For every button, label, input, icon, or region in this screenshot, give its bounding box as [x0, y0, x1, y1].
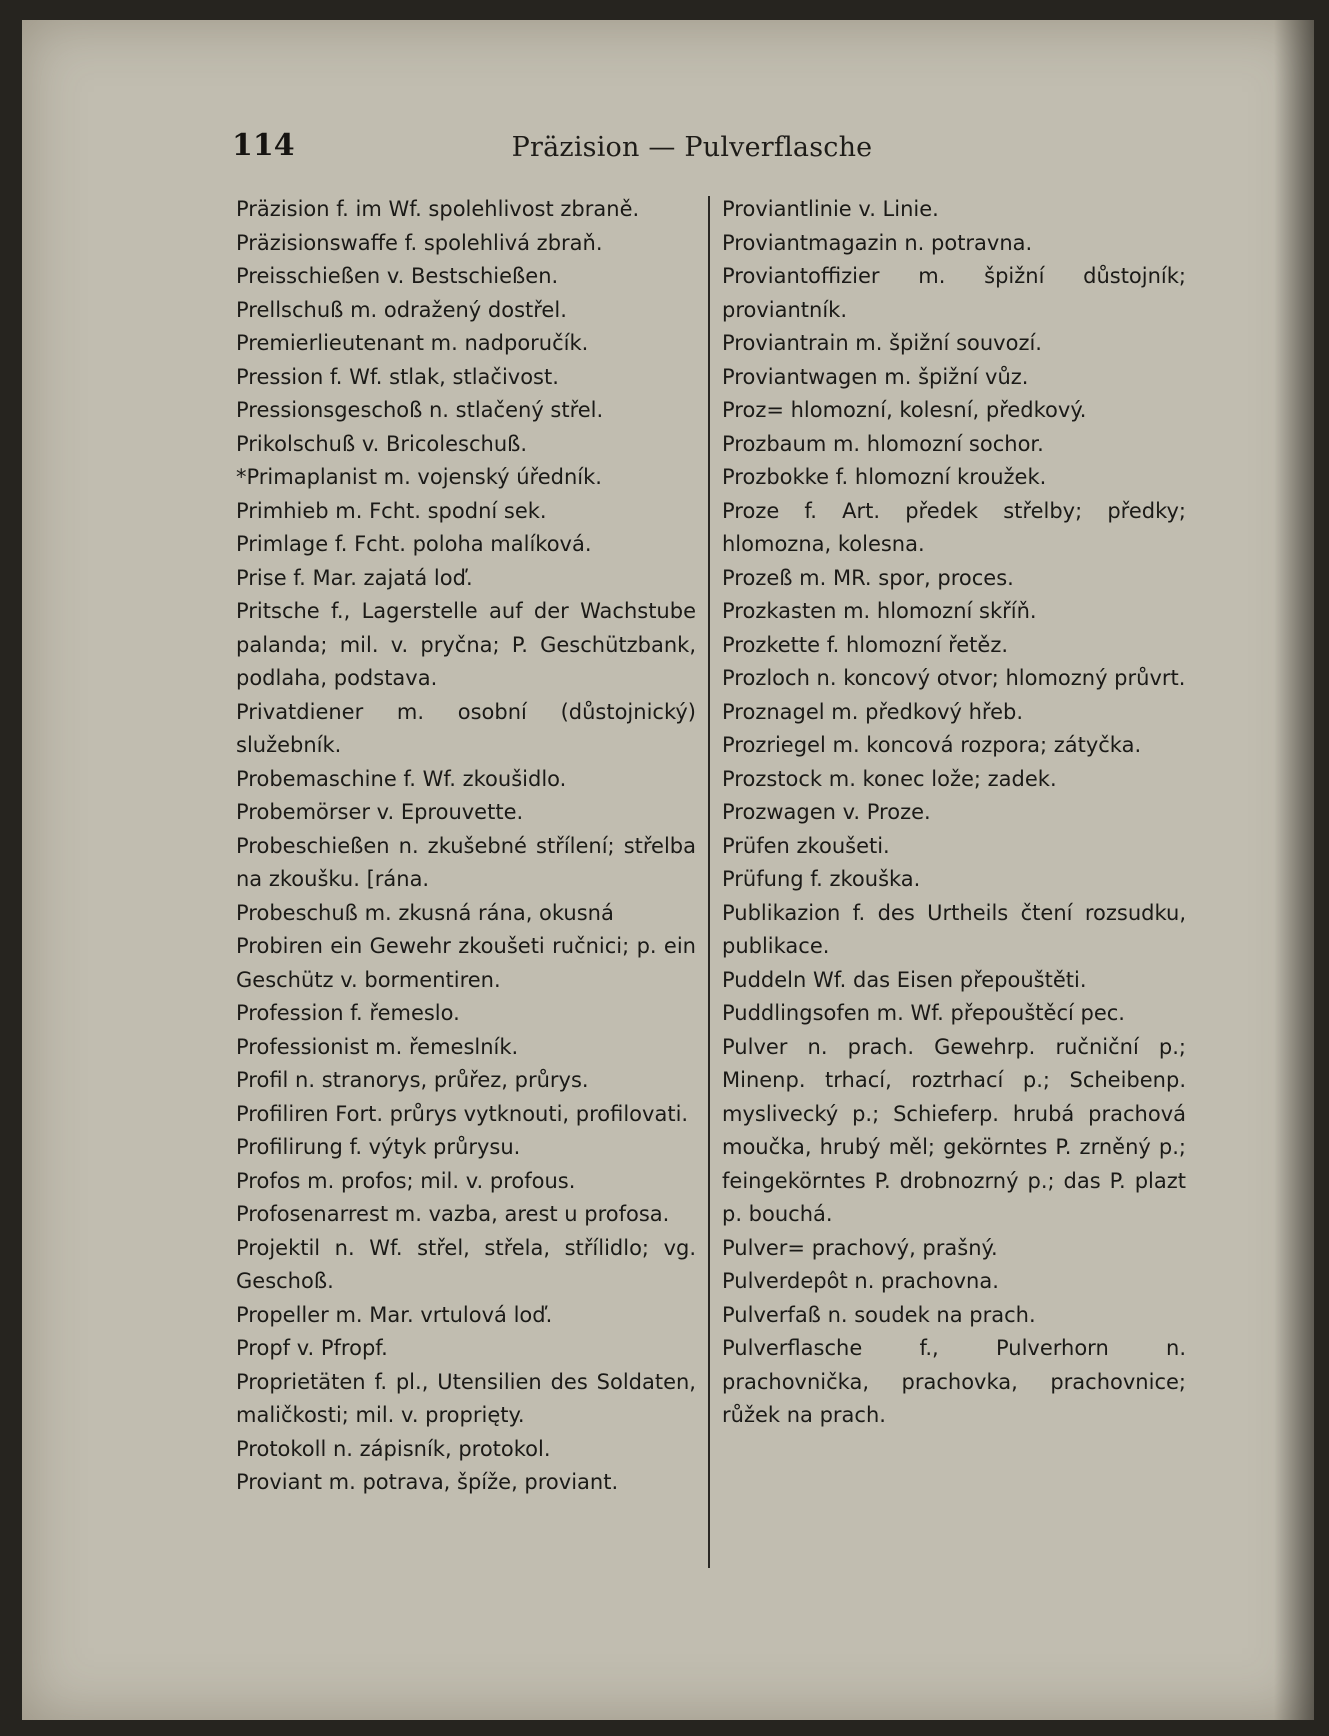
dictionary-entry: Probeschießen n. zkušebné střílení; střelba na zkoušku. [rána.: [236, 833, 696, 891]
dictionary-entry: Puddeln Wf. das Eisen přepouštěti.: [722, 967, 1087, 992]
dictionary-entry: Probeschuß m. zkusná rána, okusná: [236, 900, 614, 925]
dictionary-entry: Privatdiener m. osobní (důstojnický) služebník.: [236, 699, 696, 757]
dictionary-entry: Pritsche f., Lagerstelle auf der Wachstube palanda; mil. v. pryčna; P. Geschützbank, podlaha, podstava.: [236, 599, 696, 690]
dictionary-entry: Prellschuß m. odražený dostřel.: [236, 297, 567, 322]
dictionary-entry: Pulver= prachový, prašný.: [722, 1235, 998, 1260]
dictionary-entry: Prozstock m. konec lože; zadek.: [722, 766, 1057, 791]
dictionary-entry: Prozwagen v. Proze.: [722, 800, 931, 824]
dictionary-entry: Pressionsgeschoß n. stlačený střel.: [236, 398, 604, 422]
running-head: Präzision — Pulverflasche: [511, 132, 873, 163]
dictionary-entry: Pulverfaß n. soudek na prach.: [722, 1302, 1036, 1327]
page-header: [212, 128, 1172, 172]
dictionary-entry: Proznagel m. předkový hřeb.: [722, 699, 1024, 724]
dictionary-entry: Pression f. Wf. stlak, stlačivost.: [236, 364, 559, 389]
dictionary-entry: Preisschießen v. Bestschießen.: [236, 264, 559, 288]
dictionary-entry: Prozbaum m. hlomozní sochor.: [722, 431, 1044, 456]
page-edge-shadow: [1274, 20, 1314, 1720]
dictionary-entry: Proviantrain m. špižní souvozí.: [722, 331, 1042, 355]
dictionary-entry: Premierlieutenant m. nadporučík.: [236, 331, 589, 355]
dictionary-entry: Proprietäten f. pl., Utensilien des Soldaten, maličkosti; mil. v. proprięty.: [236, 1369, 696, 1427]
dictionary-entry: Prozkette f. hlomozní řetěz.: [722, 632, 1009, 657]
dictionary-entry: Präzisionswaffe f. spolehlivá zbraň.: [236, 230, 603, 255]
dictionary-entry: Pulverflasche f., Pulverhorn n. prachovnička, prachovka, prachovnice; růžek na prach.: [722, 1336, 1186, 1427]
dictionary-entry: Profiliren Fort. průrys vytknouti, profilovati.: [236, 1101, 689, 1126]
page-number: 114: [232, 128, 295, 163]
dictionary-entry: Proviant m. potrava, špíže, proviant.: [236, 1470, 619, 1494]
dictionary-entry: Prikolschuß v. Bricoleschuß.: [236, 431, 528, 456]
dictionary-entry: Proviantmagazin n. potravna.: [722, 230, 1033, 255]
column-divider: [708, 196, 710, 1568]
dictionary-entry: Präzision f. im Wf. spolehlivost zbraně.: [236, 197, 640, 221]
dictionary-entry: Proviantwagen m. špižní vůz.: [722, 364, 1029, 389]
dictionary-entry: Probemörser v. Eprouvette.: [236, 800, 524, 824]
dictionary-entry: Prozloch n. koncový otvor; hlomozný průvrt.: [722, 666, 1186, 690]
dictionary-entry: Pulver n. prach. Gewehrp. ručniční p.; Minenp. trhací, roztrhací p.; Scheibenp. myslivecký p.; Schieferp. hrubá prachová moučka, hrubý měl; gekörntes P. zrněný p.; feingekörntes P. drobnozrný p.; das P. plazt p. bouchá.: [722, 1034, 1186, 1226]
dictionary-entry: Protokoll n. zápisník, protokol.: [236, 1436, 551, 1461]
dictionary-entry: Probiren ein Gewehr zkoušeti ručnici; p. ein Geschütz v. bormentiren.: [236, 934, 696, 992]
dictionary-entry: Proviantoffizier m. špižní důstojník; proviantník.: [722, 264, 1186, 322]
dictionary-entry: Primhieb m. Fcht. spodní sek.: [236, 498, 547, 523]
dictionary-entry: Propeller m. Mar. vrtulová loď.: [236, 1302, 553, 1327]
dictionary-entry: Probemaschine f. Wf. zkoušidlo.: [236, 766, 567, 791]
right-column: [722, 193, 1186, 1433]
dictionary-entry: Profos m. profos; mil. v. profous.: [236, 1168, 576, 1193]
dictionary-entry: Propf v. Pfropf.: [236, 1336, 388, 1360]
dictionary-entry: Prüfen zkoušeti.: [722, 833, 890, 858]
dictionary-entry: Profession f. řemeslo.: [236, 1001, 460, 1025]
dictionary-entry: Proviantlinie v. Linie.: [722, 197, 939, 221]
dictionary-entry: Profosenarrest m. vazba, arest u profosa.: [236, 1202, 670, 1226]
dictionary-entry: Prozeß m. MR. spor, proces.: [722, 565, 1014, 590]
dictionary-entry: Prozriegel m. koncová rozpora; zátyčka.: [722, 733, 1142, 757]
dictionary-entry: Puddlingsofen m. Wf. přepouštěcí pec.: [722, 1001, 1125, 1025]
dictionary-entry: Prozkasten m. hlomozní skříň.: [722, 599, 1037, 623]
left-column: [236, 193, 696, 1500]
dictionary-entry: Proz= hlomozní, kolesní, předkový.: [722, 398, 1087, 422]
dictionary-entry: Proze f. Art. předek střelby; předky; hlomozna, kolesna.: [722, 498, 1186, 556]
dictionary-entry: Professionist m. řemeslník.: [236, 1034, 519, 1059]
dictionary-entry: Publikazion f. des Urtheils čtení rozsudku, publikace.: [722, 900, 1186, 958]
dictionary-entry: *Primaplanist m. vojenský úředník.: [236, 465, 602, 489]
dictionary-entry: Projektil n. Wf. střel, střela, střílidlo; vg. Geschoß.: [236, 1235, 696, 1293]
dictionary-entry: Prozbokke f. hlomozní kroužek.: [722, 465, 1047, 489]
dictionary-entry: Pulverdepôt n. prachovna.: [722, 1269, 999, 1293]
dictionary-entry: Primlage f. Fcht. poloha malíková.: [236, 532, 592, 556]
dictionary-entry: Prise f. Mar. zajatá loď.: [236, 565, 473, 590]
dictionary-entry: Profil n. stranorys, průřez, průrys.: [236, 1068, 589, 1092]
dictionary-entry: Prüfung f. zkouška.: [722, 867, 921, 891]
dictionary-entry: Profilirung f. výtyk průrysu.: [236, 1135, 521, 1159]
